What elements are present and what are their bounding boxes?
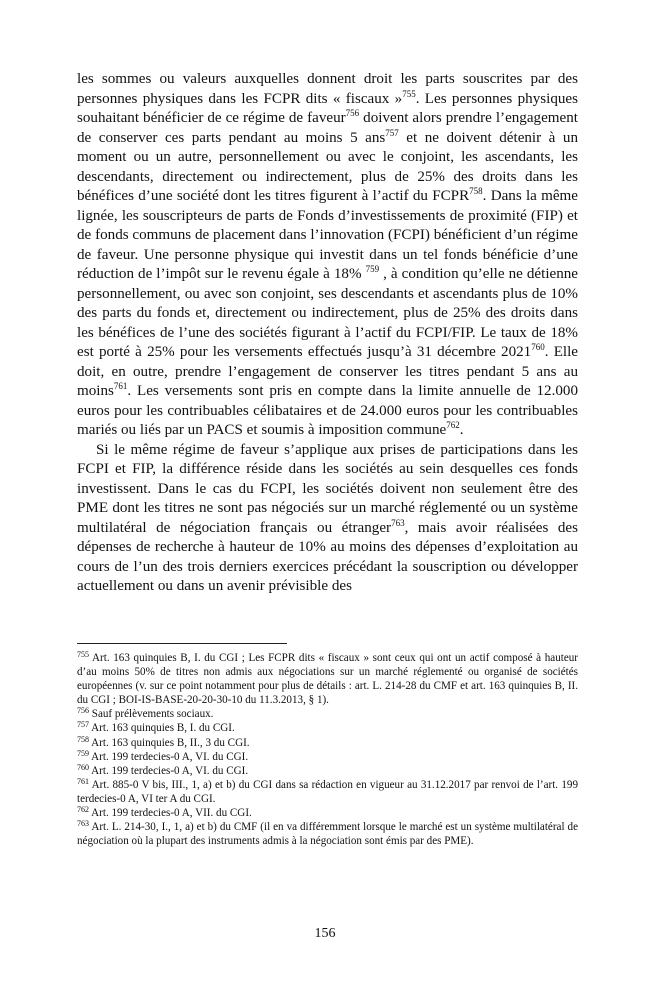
footnote-number: 760 — [77, 762, 89, 772]
footnote-text: Art. 199 terdecies-0 A, VI. du CGI. — [89, 750, 249, 763]
footnote-ref: 755 — [402, 88, 416, 99]
footnote-number: 761 — [77, 776, 89, 786]
footnote-text: Art. 885-0 V bis, III., 1, a) et b) du CGI dans sa rédaction en vigueur au 31.12.2017 par renvoi de l’art. 199 terdecies-0 A, VI ter A du CGI. — [77, 778, 578, 805]
footnote-text: Art. 199 terdecies-0 A, VII. du CGI. — [89, 807, 252, 820]
footnote-separator — [77, 643, 287, 644]
footnote — [77, 736, 578, 750]
footnote-number: 755 — [77, 650, 89, 659]
text-run: . Dans la même lignée, les souscripteurs de parts de Fonds d’investissements de proximité (FIP) et de fonds communs de placement dans l’innovation (FCPI) bénéficient d’un régime de faveur. Une personne physique qui investit dans un tel fonds bénéficie d’une réduction de l’impôt sur le revenu égale à 18% — [77, 188, 578, 282]
footnote-text: Art. 163 quinquies B, I. du CGI. — [89, 722, 235, 735]
footnote-number: 757 — [77, 720, 89, 730]
paragraph — [77, 70, 578, 441]
text-run: . Les versements sont pris en compte dans la limite annuelle de 12.000 euros pour les contribuables célibataires et de 24.000 euros pour les contribuables mariés ou liés par un PACS et soumis à imposition commune — [77, 383, 578, 438]
text-run: . — [459, 422, 464, 438]
footnote-text: Art. 163 quinquies B, II., 3 du CGI. — [89, 736, 250, 749]
text-run: doivent alors prendre l’engagement de conserver ces parts pendant au moins 5 ans — [77, 110, 578, 146]
footnote — [77, 651, 578, 707]
text-run: , à condition qu’elle ne détienne personnellement, ou avec son conjoint, ses descendants et ascendants plus de 10% des parts du fonds et, directement ou indirectement, plus de 25% des droits dans les bénéfices de l’une des sociétés figurant à l’actif du FCPI/FIP. Le taux de 18% est porté à 25% pour les versements effectués jusqu’à 31 décembre 2021 — [77, 266, 578, 360]
footnote-ref: 756 — [345, 108, 360, 118]
footnote-ref: 757 — [385, 127, 399, 138]
footnote-ref: 761 — [113, 381, 128, 391]
footnote-ref: 762 — [446, 420, 460, 430]
footnote-number: 763 — [77, 819, 89, 829]
footnote — [77, 806, 578, 820]
text-run: , mais avoir réalisées des dépenses de recherche à hauteur de 10% au moins des dépenses d’exploitation au cours de l’un des trois derniers exercices précédant la souscription ou développer actuellement ou dans un avenir prévisible des — [77, 519, 578, 594]
text-run: . Elle doit, en outre, prendre l’engagement de conserver les titres pendant 5 ans au moins — [77, 344, 578, 399]
footnote — [77, 778, 578, 806]
footnote-text: Art. 199 terdecies-0 A, VI. du CGI. — [89, 764, 249, 777]
footnotes — [77, 651, 578, 848]
footnote — [77, 750, 578, 764]
body-text — [77, 70, 578, 597]
footnote-number: 758 — [77, 734, 89, 744]
footnote-ref: 760 — [531, 342, 545, 352]
footnote — [77, 707, 578, 721]
footnote-text: Art. 163 quinquies B, I. du CGI ; Les FCPR dits « fiscaux » sont ceux qui ont un actif composé à hauteur d’au moins 50% de titres non admis aux négociations sur un marché réglementé ou organisé de sociétés européennes (v. sur ce point notamment pour plus de détails : art. L. 214-28 du CMF et art. 163 quinquies B, II. du CGI ; BOI-IS-BASE-20-20-30-10 du 11.3.2013, § 1). — [77, 652, 578, 707]
footnote-number: 759 — [77, 748, 89, 758]
paragraph — [77, 441, 578, 597]
footnote — [77, 764, 578, 778]
text-run: . Les personnes physiques souhaitant bénéficier de ce régime de faveur — [77, 90, 578, 126]
footnote-ref: 759 — [365, 264, 380, 274]
footnote-number: 762 — [77, 805, 89, 815]
footnote — [77, 721, 578, 735]
footnote — [77, 820, 578, 848]
text-run: et ne doivent détenir à un moment ou un autre, personnellement ou avec le conjoint, les ascendants, les descendants, directement ou indirectement, plus de 25% des droits dans les bénéfices d’une société dont les titres figurent à l’actif du FCPR — [77, 129, 578, 204]
page-number: 156 — [314, 926, 336, 941]
footnote-ref: 758 — [469, 186, 483, 196]
text-run: les sommes ou valeurs auxquelles donnent droit les parts souscrites par des personnes physiques dans les FCPR dits « fiscaux » — [77, 71, 578, 107]
footnote-text: Sauf prélèvements sociaux. — [89, 708, 214, 721]
footnote-ref: 763 — [391, 517, 405, 528]
text-run: Si le même régime de faveur s’applique aux prises de participations dans les FCPI et FIP, la différence réside dans les sociétés au sein desquelles ces fonds investissent. Dans le cas du FCPI, les sociétés doivent non seulement être des PME dont les titres ne sont pas négociés sur un marché réglementé ou un système multilatéral de négociation français ou étranger — [77, 441, 578, 536]
footnote-text: Art. L. 214-30, I., 1, a) et b) du CMF (il en va différemment lorsque le marché est un système multilatéral de négociation où la plupart des instruments admis à la négociation sont émis par des PME). — [77, 821, 578, 848]
footnote-number: 756 — [77, 706, 89, 716]
